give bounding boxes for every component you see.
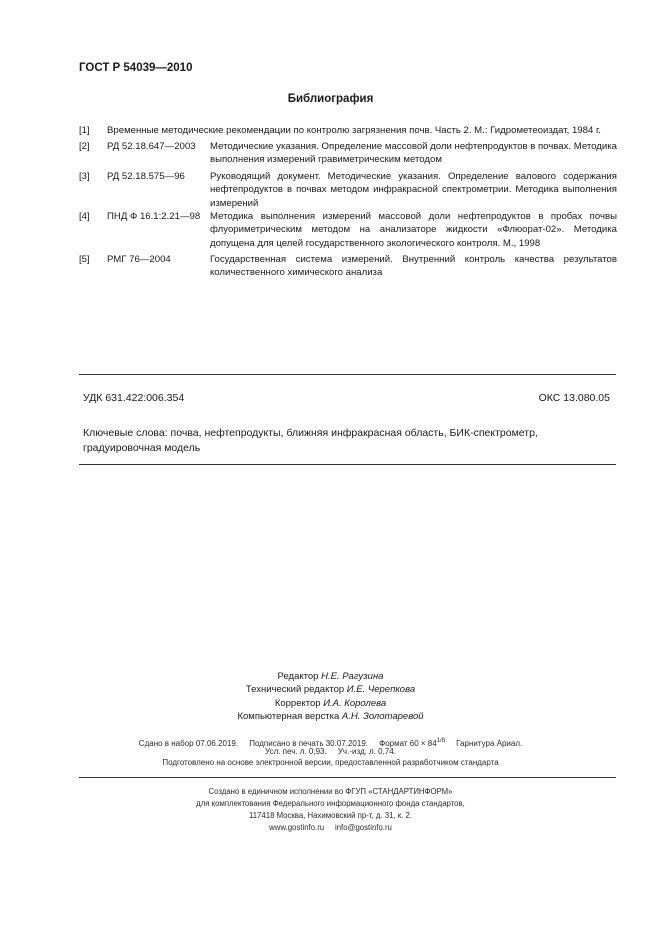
publisher-website-link[interactable]: www.gostinfo.ru	[269, 823, 325, 832]
item-number: [5]	[79, 254, 90, 265]
publisher-address: 117418 Москва, Нахимовский пр-т, д. 31, к. 2.	[248, 811, 413, 820]
editor-line	[0, 683, 661, 696]
divider	[79, 464, 616, 465]
publisher-contacts	[0, 822, 661, 835]
divider	[79, 777, 616, 778]
print-info-line	[0, 757, 661, 769]
item-code: РД 52.18.647—2003	[107, 141, 196, 152]
item-code: РД 52.18.575—96	[107, 171, 185, 182]
print-signed: Подписано в печать 30.07.2019.	[249, 738, 368, 748]
editor-role: Корректор	[274, 697, 324, 709]
bibliography-item	[79, 253, 617, 280]
item-code: РМГ 76—2004	[107, 254, 171, 265]
bibliography-item	[79, 140, 617, 167]
item-text: Методические указания. Определение массовой доли нефтепродуктов в почвах. Методика выполнения измерений гравиметрическим методом	[210, 141, 617, 166]
bibliography-title: Библиография	[287, 93, 374, 105]
publisher-line: Создано в единичном исполнении во ФГУП «СТАНДАРТИНФОРМ»	[208, 787, 453, 796]
item-number: [1]	[79, 125, 90, 136]
publisher-email-link[interactable]: info@gostinfo.ru	[334, 823, 392, 832]
editor-name: А.Н. Золотаревой	[341, 710, 424, 722]
print-format: Формат 60 × 84	[379, 738, 437, 748]
item-text: Государственная система измерений. Внутренний контроль качества результатов количественного химического анализа	[210, 254, 617, 279]
standard-number: ГОСТ Р 54039—2010	[79, 62, 193, 74]
editor-role: Компьютерная верстка	[237, 710, 342, 722]
bibliography-item	[79, 170, 617, 210]
editor-name: И.Е. Черепкова	[346, 684, 416, 696]
editor-name: И.А. Королева	[323, 697, 387, 709]
editor-line	[0, 697, 661, 710]
item-number: [2]	[79, 141, 90, 152]
print-edition-sheets: Уч.-изд. л. 0,74.	[337, 747, 396, 756]
item-number: [3]	[79, 171, 90, 182]
editor-role: Редактор	[277, 671, 322, 682]
item-code: ПНД Ф 16.1:2.21—98	[107, 211, 201, 222]
item-text: Временные методические рекомендации по контролю загрязнения почв. Часть 2. М.: Гидрометеоиздат, 1984 г.	[107, 125, 601, 136]
print-date: Сдано в набор 07.06.2019.	[138, 738, 239, 748]
item-number: [4]	[79, 211, 90, 222]
divider	[79, 374, 616, 375]
print-prepared: Подготовлено на основе электронной версии, предоставленной разработчиком стандарта	[162, 758, 499, 767]
item-text: Руководящий документ. Методические указания. Определение валового содержания нефтепродуктов в почвах методом инфракрасной спектрометрии. Методика выполнения измерений	[210, 171, 617, 209]
print-font: Гарнитура Ариал.	[456, 738, 523, 748]
oks-code: ОКС 13.080.05	[538, 392, 610, 404]
keywords: Ключевые слова: почва, нефтепродукты, ближняя инфракрасная область, БИК-спектрометр, градуировочная модель	[83, 427, 538, 454]
item-text: Методика выполнения измерений массовой доли нефтепродуктов в пробах почвы флуориметрическим методом на анализаторе жидкости «Флюорат-02». Методика допущена для целей государственного экологического контроля. М., 1998	[210, 211, 617, 249]
editor-role: Технический редактор	[245, 684, 347, 696]
print-sheets: Усл. печ. л. 0,93.	[265, 747, 327, 756]
bibliography-item	[79, 124, 617, 137]
editor-line	[0, 670, 661, 683]
print-format-fraction: 1/8	[436, 738, 446, 744]
udk-code: УДК 631.422:006.354	[83, 392, 185, 404]
publisher-line: для комплектования Федерального информационного фонда стандартов,	[196, 799, 465, 808]
editors-block	[0, 670, 661, 723]
editor-line	[0, 710, 661, 723]
editor-name: Н.Е. Рагузина	[321, 671, 384, 682]
bibliography-item	[79, 210, 617, 250]
